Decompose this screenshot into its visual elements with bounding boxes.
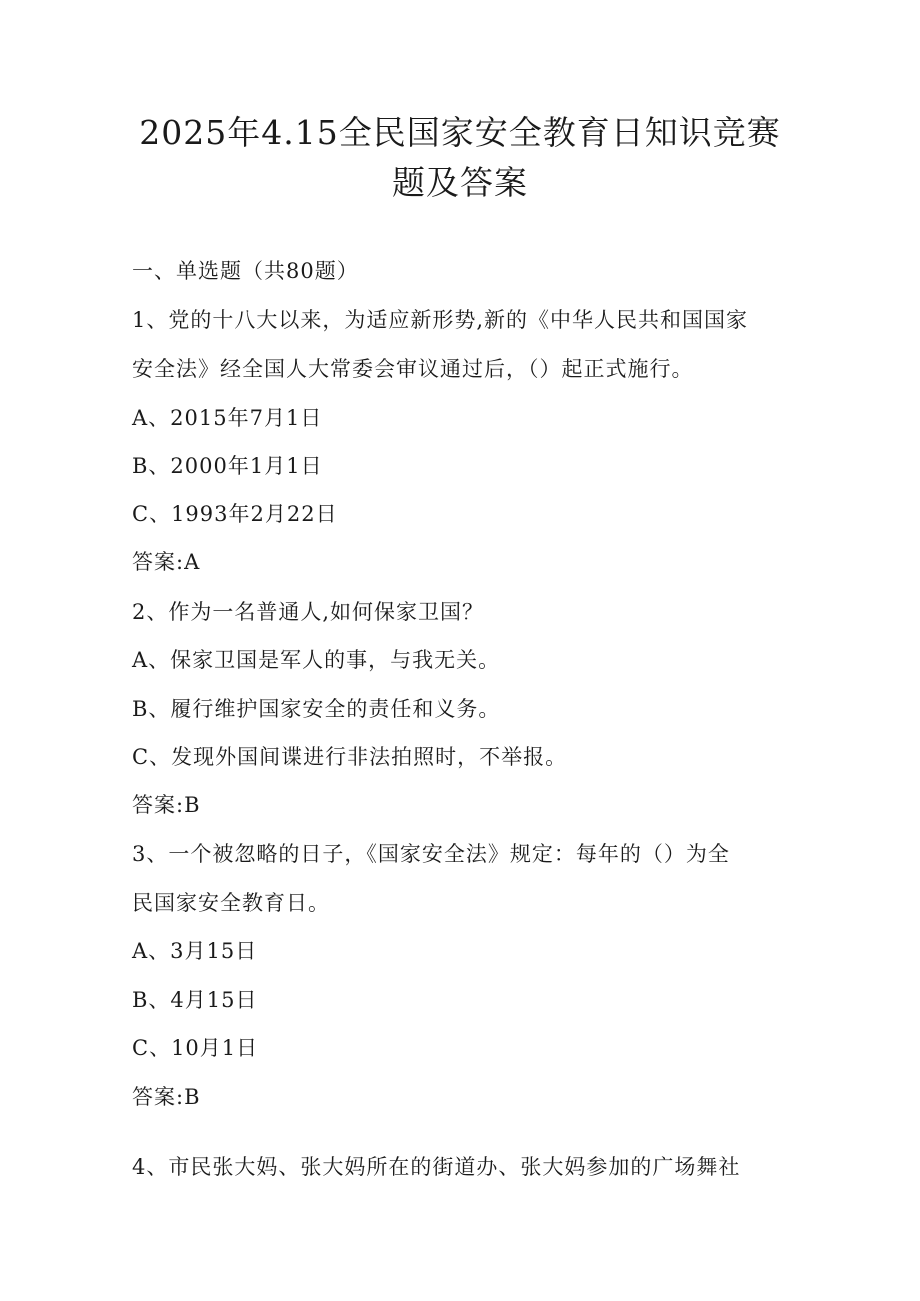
question-1-stem-line-1: 1、党的十八大以来，为适应新形势,新的《中华人民共和国国家 <box>132 308 749 332</box>
question-1-stem-line-2: 安全法》经全国人大常委会审议通过后，（）起正式施行。 <box>132 357 694 381</box>
section-heading: 一、单选题（共80题） <box>132 259 359 283</box>
question-1-answer: 答案:A <box>132 550 201 574</box>
title-line-2: 题及答案 <box>392 163 528 202</box>
question-4-stem-line-1: 4、市民张大妈、张大妈所在的街道办、张大妈参加的广场舞社 <box>132 1155 741 1179</box>
question-1-option-c: C、1993年2月22日 <box>132 502 338 526</box>
question-2-answer: 答案:B <box>132 793 201 817</box>
question-2-option-a: A、保家卫国是军人的事，与我无关。 <box>132 648 501 672</box>
title-line-1: 2025年4.15全民国家安全教育日知识竞赛 <box>139 113 781 152</box>
document-title <box>120 108 800 208</box>
question-3-option-c: C、10月1日 <box>132 1036 259 1060</box>
question-2-option-c: C、发现外国间谍进行非法拍照时，不举报。 <box>132 745 568 769</box>
question-3-option-a: A、3月15日 <box>132 939 258 963</box>
question-1-option-a: A、2015年7月1日 <box>132 406 323 430</box>
question-3-stem-line-1: 3、一个被忽略的日子，《国家安全法》规定：每年的（）为全 <box>132 842 730 866</box>
question-3-stem-line-2: 民国家安全教育日。 <box>132 891 330 915</box>
question-3-option-b: B、4月15日 <box>132 988 258 1012</box>
question-1-option-b: B、2000年1月1日 <box>132 454 323 478</box>
question-2-stem-line-1: 2、作为一名普通人,如何保家卫国？ <box>132 600 485 624</box>
question-2-option-b: B、履行维护国家安全的责任和义务。 <box>132 697 501 721</box>
question-3-answer: 答案:B <box>132 1085 201 1109</box>
